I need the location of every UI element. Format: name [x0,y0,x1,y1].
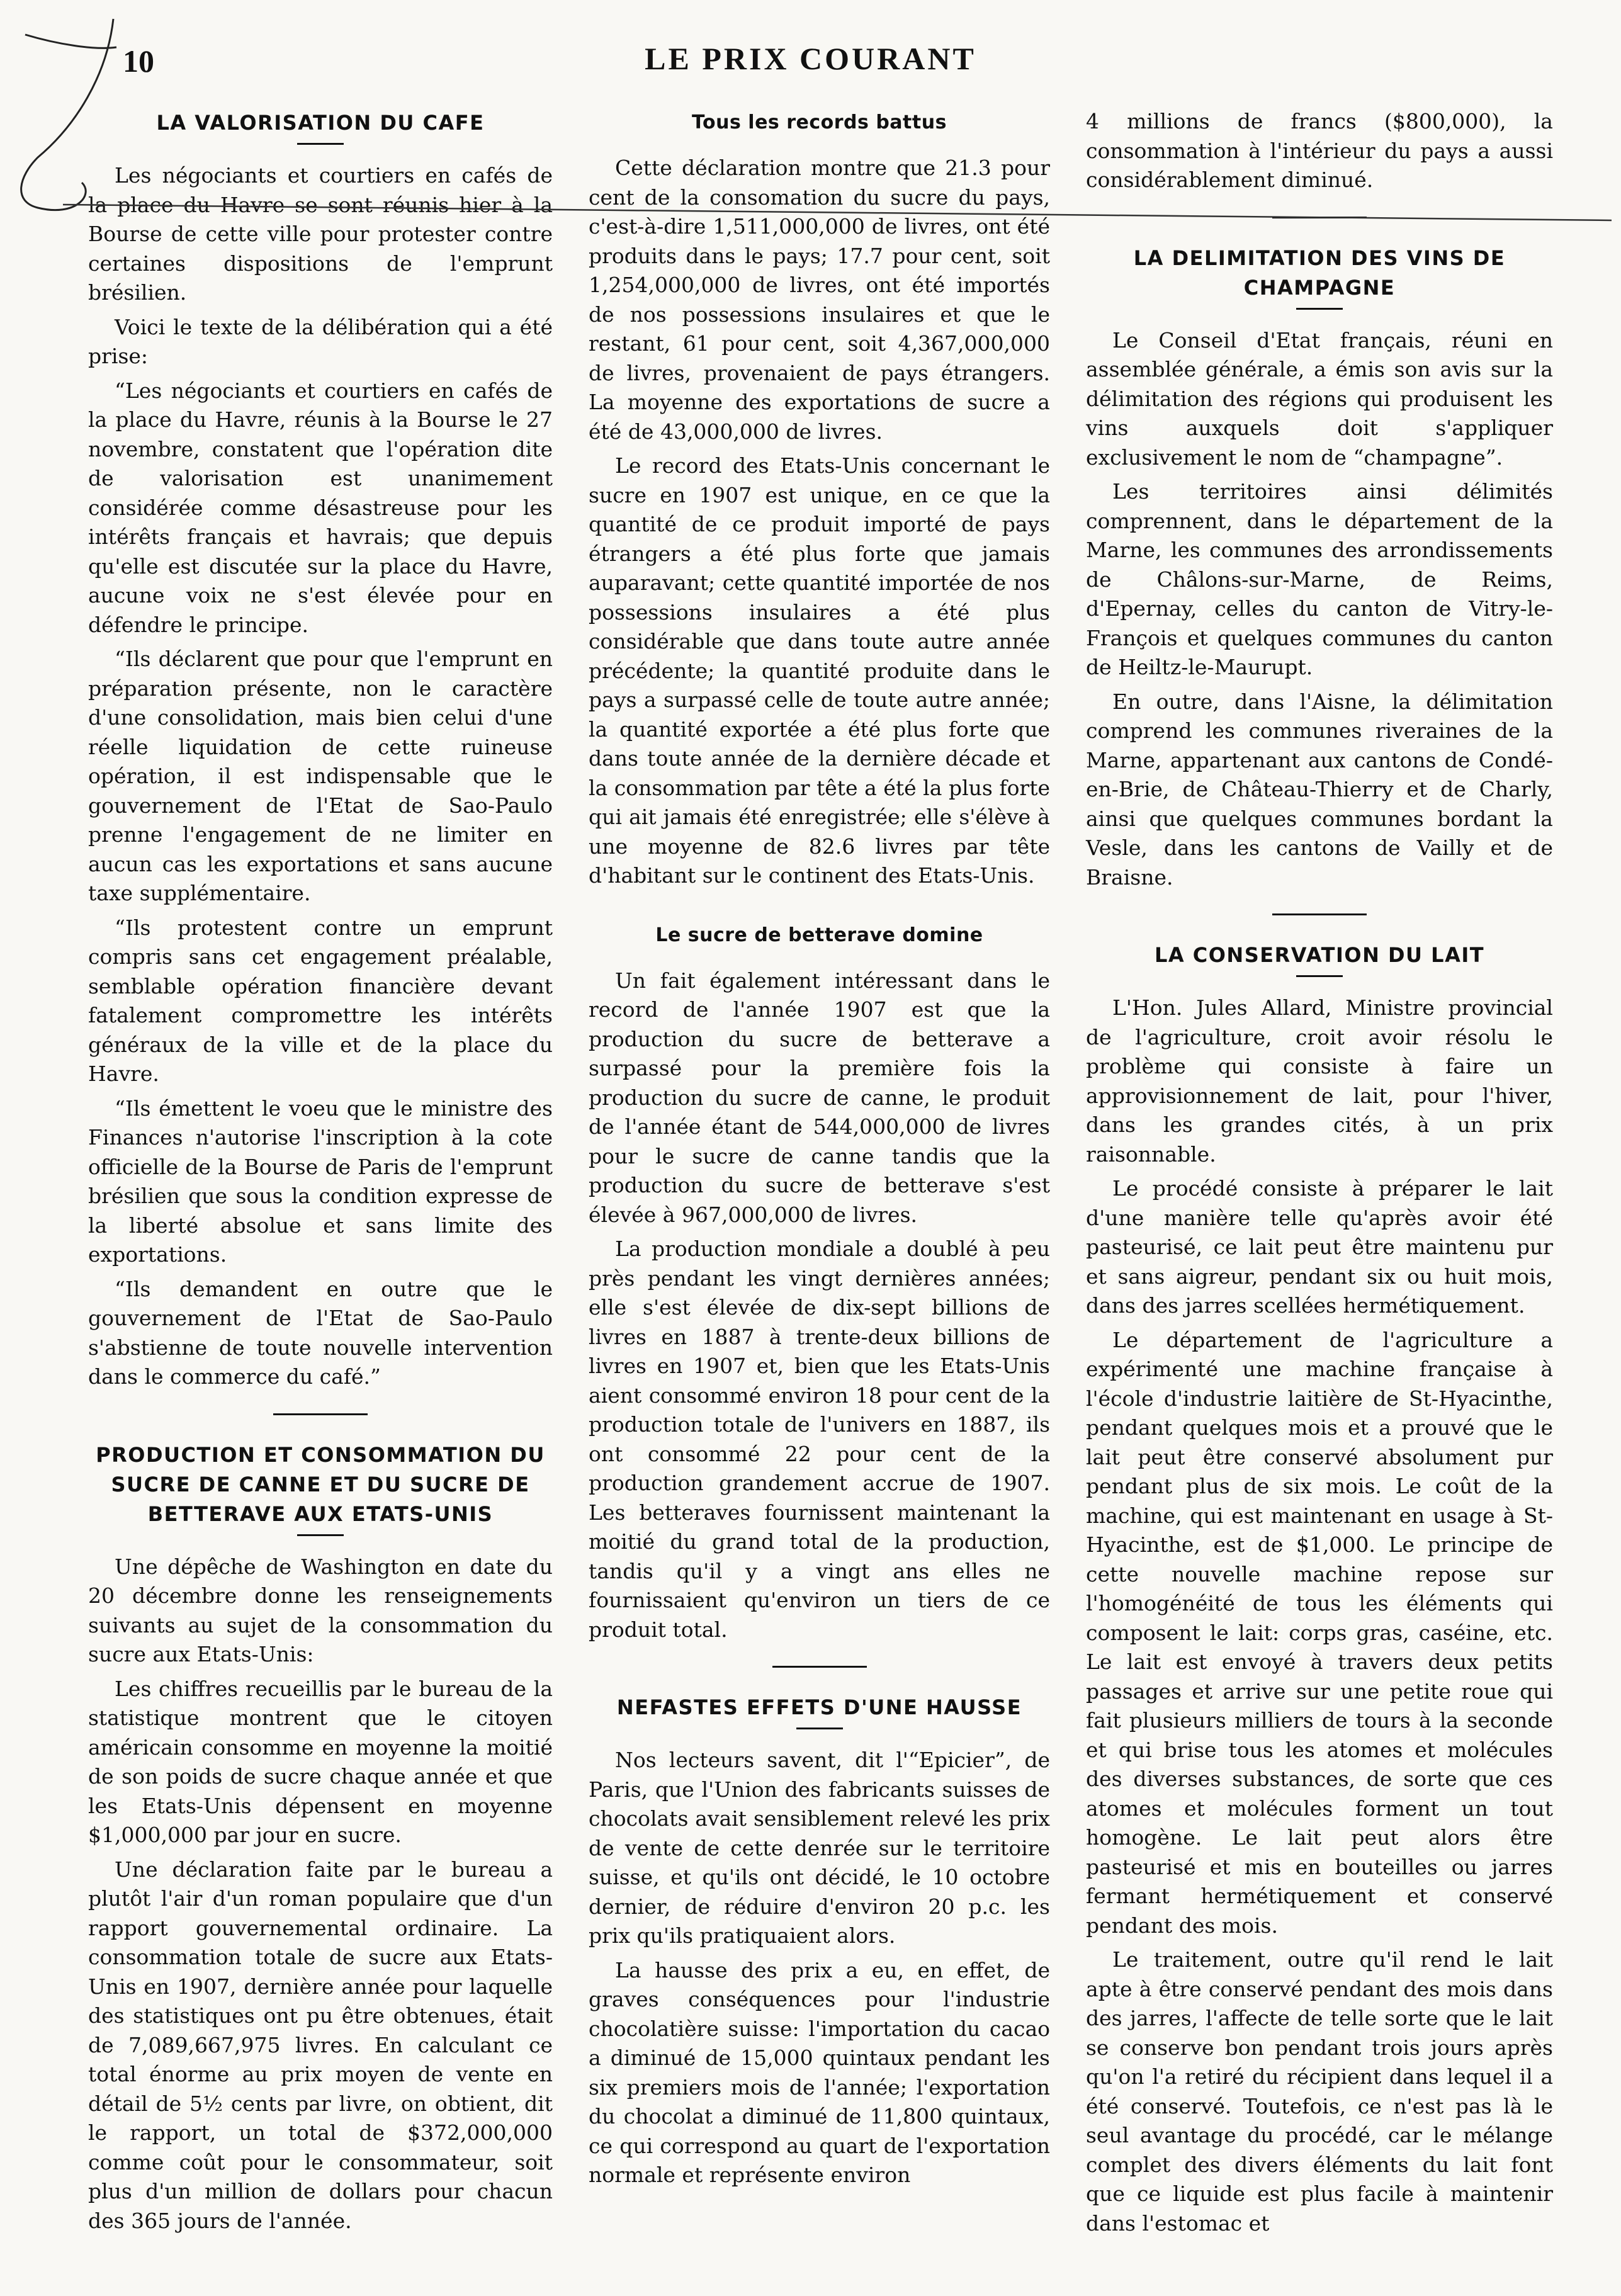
spacer [589,896,1050,921]
column-right [1086,107,1553,2243]
column-left [88,108,553,2241]
paragraph: “Ils demandent en outre que le gouvernement de l'Etat de Sao-Paulo s'abstienne de toute nouvelle intervention dans le commerce du café.” [88,1276,553,1389]
masthead-title: LE PRIX COURANT [645,41,976,76]
divider [796,1728,843,1729]
divider [297,143,344,145]
paragraph: Le Conseil d'Etat français, réuni en assemblée générale, a émis son avis sur la délimitation des régions qui produisent les vins auxquels doit s'appliquer exclusivement le nom de “champagne”. [1086,327,1553,470]
paragraph: La production mondiale a doublé à peu près pendant les vingt dernières années; elle s'est élevée de dix-sept billions de livres en 1887 à trente-deux billions de livres en 1907 et, bien que les Etats-Unis aient consommé environ 18 pour cent de la production totale de l'univers en 1887, ils ont consommé 22 pour cent de la production grandement accrue de 1907. Les betteraves fournissent maintenant la moitié du grand total de la production, tandis qu'il y a vingt ans elles ne fournissaient qu'environ un tiers de ce produit total. [589,1236,1050,1642]
heading-delimitation-champagne: LA DELIMITATION DES VINS DE CHAMPAGNE [1133,246,1506,300]
heading-nefastes-effets: NEFASTES EFFETS D'UNE HAUSSE [616,1695,1022,1719]
subheading-records-battus: Tous les records battus [692,111,947,133]
paragraph: “Les négociants et courtiers en cafés de la place du Havre, réunis à la Bourse le 27 novembre, constatent que l'opération dite de valorisation est unanimement considérée comme désastreuse pour les intérêts français et havrais; que depuis qu'elle est discutée sur la place du Havre, aucune voix ne s'est élevée pour en défendre le principe. [88,378,553,637]
paragraph: Cette déclaration montre que 21.3 pour cent de la consomation du sucre du pays, c'est-à-dire 1,511,000,000 de livres, ont été produits dans le pays; 17.7 pour cent, soit 1,254,000,000 de livres, ont été importés de nos possessions insulaires et que le restant, 61 pour cent, soit 4,367,000,000 de livres, provenaient de pays étrangers. La moyenne des exportations de sucre a été de 43,000,000 de livres. [589,156,1050,444]
paragraph: Un fait également intéressant dans le record de l'année 1907 est que la production du sucre de betterave a surpassé pour la première fois la production du sucre de canne, le produit de l'année étant de 544,000,000 de livres pour le sucre de canne tandis que la production du sucre de betterave s'est élevée à 967,000,000 de livres. [589,968,1050,1227]
column-middle [589,108,1050,2195]
paragraph: Le département de l'agriculture a expérimenté une machine française à l'école d'industrie laitière de St-Hyacinthe, pendant quelques mois et a prouvé que le lait peut être conservé absolument pur pendant plus de six mois. Le coût de la machine, qui est maintenant en usage à St-Hyacinthe, est de $1,000. Le principe de cette nouvelle machine repose sur l'homogénéité de tous les éléments qui composent le lait: corps gras, caséine, etc. Le lait est envoyé à travers deux petits passages et arrive sur une petite roue qui fait plusieurs milliers de tours à la seconde et qui brise tous les atomes et molécules des diverses substances, de sorte que ces atomes et molécules forment un tout homogène. Le lait peut alors être pasteurisé et mis en bouteilles ou jarres fermant hermétiquement et conservé pendant des mois. [1086,1327,1553,1938]
paragraph: La hausse des prix a eu, en effet, de graves conséquences pour l'industrie chocolatière suisse: l'importation du cacao a diminué de 15,000 quintaux pendant les six premiers mois de l'année; l'exportation du chocolat a diminué de 11,800 quintaux, ce qui correspond au quart de l'exportation normale et représente environ [589,1957,1050,2187]
paragraph: Nos lecteurs savent, dit l'“Epicier”, de Paris, que l'Union des fabricants suisses de chocolats avait sensiblement relevé les prix de vente de cette denrée sur le territoire suisse, et qu'ils ont décidé, le 10 octobre dernier, de réduire d'environ 20 p.c. les prix qu'ils pratiquaient alors. [589,1748,1050,1948]
section-divider [1272,217,1367,218]
paragraph: Le record des Etats-Unis concernant le sucre en 1907 est unique, en ce que la quantité de ce produit importé de pays étrangers a été plus forte que jamais auparavant; cette quantité importée de nos possessions insulaires a été plus considérable que dans toute autre année précédente; la quantité produite dans le pays a surpassé celle de toute autre année; la quantité exportée a été plus forte que dans toute année de la dernière décade et la consommation par tête a été la plus forte qui ait jamais été enregistrée; elle s'élève à une moyenne de 82.6 livres par tête d'habitant sur le continent des Etats-Unis. [589,453,1050,888]
paragraph: “Ils déclarent que pour que l'emprunt en préparation présente, non le caractère d'une consolidation, mais bien celui d'une réelle liquidation de cette ruineuse opération, il est indispensable que le gouvernement de l'Etat de Sao-Paulo prenne l'engagement de ne limiter en aucun cas les exportations et sans aucune taxe supplémentaire. [88,647,553,905]
paragraph: En outre, dans l'Aisne, la délimitation comprend les communes riveraines de la Marne, appartenant aux cantons de Condé-en-Brie, de Château-Thierry et de Charly, ainsi que quelques communes bordant la Vesle, dans les cantons de Vailly et de Braisne. [1086,689,1553,890]
divider [297,1534,344,1536]
paragraph: Le traitement, outre qu'il rend le lait apte à être conservé pendant des mois dans des jarres, l'affecte de telle sorte que le lait se conserve bon pendant trois jours après qu'on l'a retiré du récipient dans lequel il a été conservé. Toutefois, ce n'est pas là le seul avantage du procédé, car le mélange complet des divers éléments du lait font que ce liquide est plus facile à maintenir dans l'estomac et [1086,1947,1553,2236]
paragraph: Une dépêche de Washington en date du 20 décembre donne les renseignements suivants au sujet de la consommation du sucre aux Etats-Unis: [88,1554,553,1666]
divider [1296,975,1343,977]
page-number: 10 [123,43,154,79]
section-divider [273,1413,368,1415]
paragraph: “Ils émettent le voeu que le ministre des Finances n'autorise l'inscription à la cote officielle de la Bourse de Paris de l'emprunt brésilien que sous la condition expresse de la liberté absolue et sans limite des exportations. [88,1095,553,1267]
heading-production-sucre: PRODUCTION ET CONSOMMATION DU SUCRE DE CANNE ET DU SUCRE DE BETTERAVE AUX ETATS-UNIS [96,1442,545,1526]
paragraph: Une déclaration faite par le bureau a plutôt l'air d'un roman populaire que d'un rapport gouvernemental ordinaire. La consommation totale de sucre aux Etats-Unis en 1907, dernière année pour laquelle des statistiques ont pu être obtenues, était de 7,089,667,975 livres. En calculant ce total énorme au prix moyen de vente en détail de 5½ cents par livre, on obtient, dit le rapport, un total de $372,000,000 comme coût pour le consommateur, soit plus d'un million de dollars pour chacun des 365 jours de l'année. [88,1857,553,2233]
paragraph: Le procédé consiste à préparer le lait d'une manière telle qu'après avoir été pasteurisé, ce lait peut être maintenu pur et sans aigreur, pendant six ou huit mois, dans des jarres scellées hermétiquement. [1086,1176,1553,1318]
paragraph: Voici le texte de la délibération qui a été prise: [88,314,553,368]
paragraph: L'Hon. Jules Allard, Ministre provincial de l'agriculture, croit avoir résolu le problème qui consiste à faire un approvisionnement de lait, pour l'hiver, dans les grandes cités, à un prix raisonnable. [1086,995,1553,1167]
paragraph: Les territoires ainsi délimités comprennent, dans le département de la Marne, les communes des arrondissements de Châlons-sur-Marne, de Reims, d'Epernay, celles du canton de Vitry-le-François et quelques communes du canton de Heiltz-le-Maurupt. [1086,479,1553,679]
paragraph: Les négociants et courtiers en cafés de la place du Havre se sont réunis hier à la Bourse de cette ville pour protester contre certaines dispositions de l'emprunt brésilien. [88,163,553,305]
paragraph: Les chiffres recueillis par le bureau de la statistique montrent que le citoyen américain consomme en moyenne la moitié de son poids de sucre chaque année et que les Etats-Unis dépensent en moyenne $1,000,000 par jour en sucre. [88,1676,553,1847]
paragraph: 4 millions de francs ($800,000), la consommation à l'intérieur du pays a aussi considérablement diminué. [1086,109,1553,192]
section-divider [1272,913,1367,915]
divider [1296,308,1343,310]
paragraph: “Ils protestent contre un emprunt compris sans cet engagement préalable, semblable opération financière devant fatalement compromettre les intérêts généraux de la ville et de la place du Havre. [88,915,553,1086]
heading-valorisation-cafe: LA VALORISATION DU CAFE [156,111,485,135]
section-divider [772,1666,867,1668]
subheading-sucre-betterave: Le sucre de betterave domine [655,924,983,946]
heading-conservation-lait: LA CONSERVATION DU LAIT [1154,943,1485,967]
